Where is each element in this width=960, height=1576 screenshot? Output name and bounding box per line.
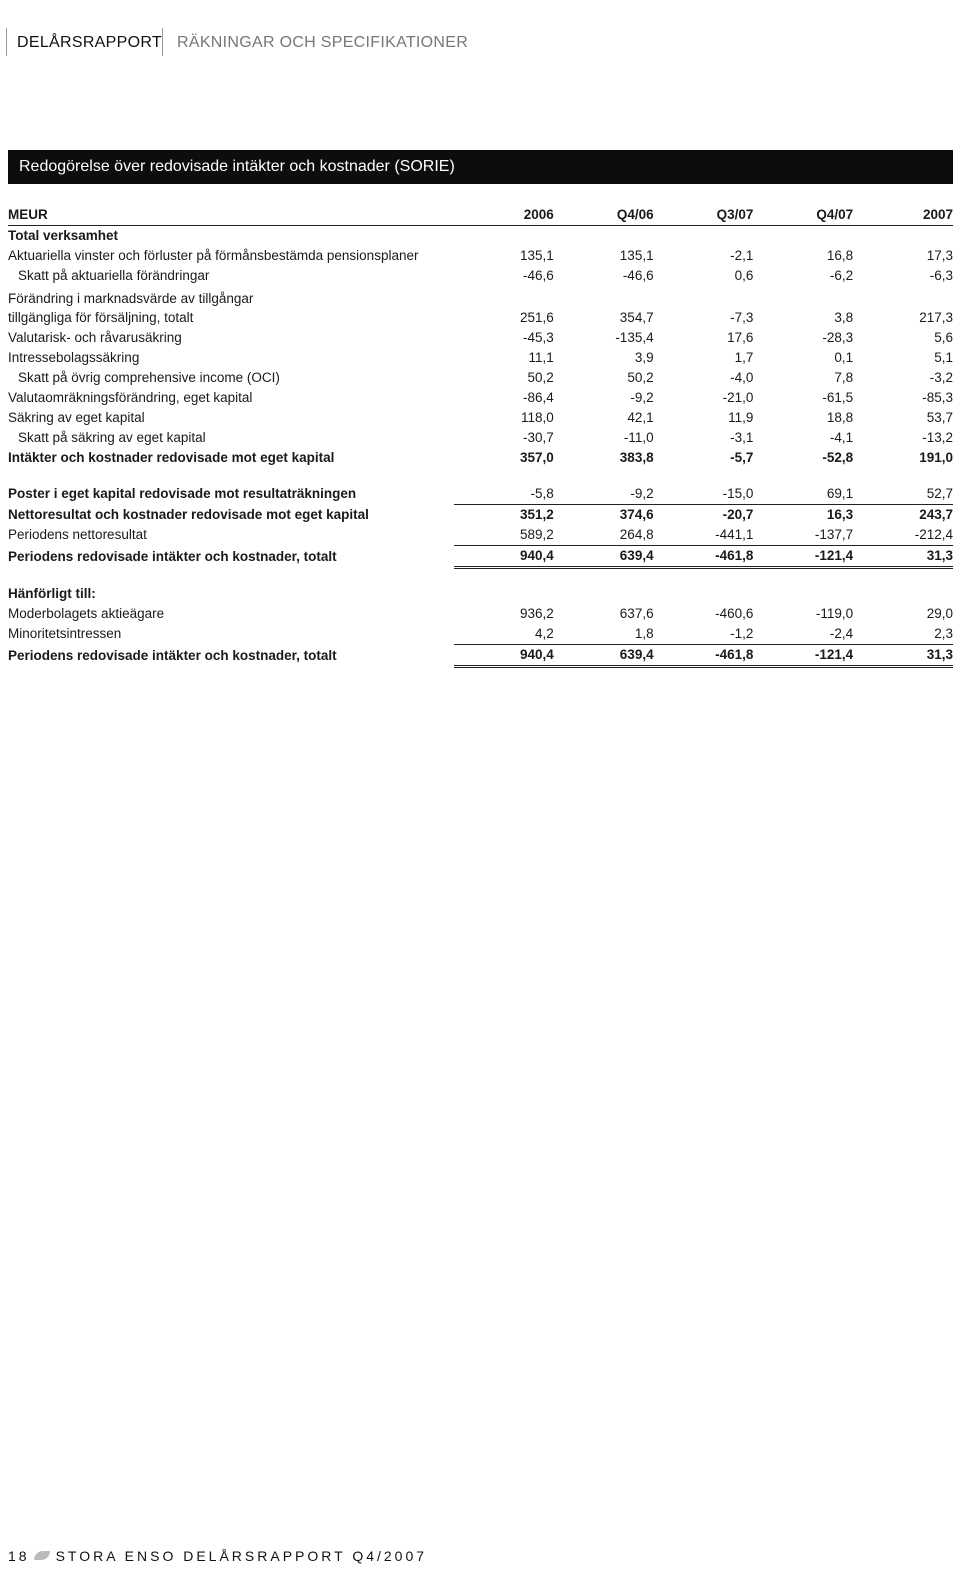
table-row [8, 604, 953, 624]
cell-value [554, 286, 654, 308]
cell-value: -4,0 [730, 370, 754, 385]
cell-value: -13,2 [922, 430, 953, 445]
cell-value: -119,0 [815, 606, 854, 621]
header-report-label: DELÅRSRAPPORT [17, 34, 162, 51]
table-total-row [8, 645, 953, 667]
table-row [8, 246, 953, 266]
cell-value: 69,1 [753, 484, 853, 505]
cell-value: -135,4 [615, 330, 654, 345]
header-divider [6, 28, 7, 56]
cell-value: 3,9 [634, 350, 654, 365]
cell-value: 243,7 [919, 507, 953, 522]
row-label: Nettoresultat och kostnader redovisade mot eget kapital [8, 506, 369, 522]
cell-value: 936,2 [520, 606, 554, 621]
cell-value: -52,8 [822, 450, 854, 465]
cell-value: 354,7 [619, 310, 654, 325]
table-row [8, 428, 953, 448]
cell-value: 31,3 [853, 546, 953, 568]
row-label: tillgängliga för försäljning, totalt [8, 310, 194, 325]
cell-value: 31,3 [853, 645, 953, 667]
row-label: Aktuariella vinster och förluster på förmånsbestämda pensionsplaner [8, 248, 419, 263]
row-label: Poster i eget kapital redovisade mot resultaträkningen [8, 486, 357, 502]
cell-value: -3,2 [929, 370, 953, 385]
leaf-icon [34, 1551, 50, 1560]
table-group-heading [8, 584, 953, 604]
cell-value [454, 286, 554, 308]
cell-value: -3,1 [730, 430, 754, 445]
table-total-row [8, 546, 953, 568]
cell-value: 7,8 [834, 370, 854, 385]
row-label: Intäkter och kostnader redovisade mot eget kapital [8, 450, 335, 465]
page-footer [8, 1548, 427, 1568]
cell-value: -20,7 [722, 507, 754, 522]
cell-value: 11,9 [728, 410, 754, 425]
column-header: 2007 [853, 204, 953, 226]
cell-value: -5,8 [454, 484, 554, 505]
row-label: Hänförligt till: [8, 586, 96, 601]
cell-value: 251,6 [520, 310, 554, 325]
header-divider [162, 28, 163, 56]
cell-value: -212,4 [853, 525, 953, 546]
footer-title: STORA ENSO DELÅRSRAPPORT Q4/2007 [55, 1548, 428, 1564]
cell-value: -9,2 [554, 484, 654, 505]
table-group-heading [8, 226, 953, 247]
cell-value: 118,0 [521, 410, 554, 425]
table-row [8, 388, 953, 408]
cell-value: -461,8 [654, 645, 754, 667]
cell-value: 135,1 [619, 248, 654, 263]
table-row [8, 266, 953, 286]
table-row [8, 624, 953, 645]
cell-value: 0,1 [834, 350, 854, 365]
cell-value: -441,1 [654, 525, 754, 546]
cell-value: 383,8 [619, 450, 654, 465]
cell-value [853, 286, 953, 308]
row-label: Total verksamhet [8, 228, 119, 243]
cell-value: 639,4 [554, 546, 654, 568]
section-title: Redogörelse över redovisade intäkter och kostnader (SORIE) [8, 150, 953, 184]
cell-value: -7,3 [730, 310, 754, 325]
cell-value: 11,1 [528, 350, 554, 365]
cell-value: 29,0 [926, 606, 953, 621]
cell-value: -46,6 [622, 268, 654, 283]
cell-value: -2,1 [730, 248, 754, 263]
cell-value: 16,8 [826, 248, 854, 263]
column-header: Q4/07 [753, 204, 853, 226]
table-row [8, 525, 953, 546]
row-label: Valutaomräkningsförändring, eget kapital [8, 390, 253, 405]
row-label: Skatt på övrig comprehensive income (OCI) [18, 370, 280, 385]
cell-value: 5,6 [934, 330, 953, 345]
cell-value: 351,2 [520, 507, 554, 522]
cell-value: 940,4 [454, 546, 554, 568]
cell-value: -45,3 [523, 330, 554, 345]
cell-value: 17,6 [727, 330, 754, 345]
cell-value: 264,8 [554, 525, 654, 546]
cell-value: -11,0 [623, 430, 654, 445]
cell-value: 16,3 [826, 507, 854, 522]
row-label: Skatt på säkring av eget kapital [18, 430, 206, 445]
cell-value: 18,8 [826, 410, 854, 425]
row-label: Minoritetsintressen [8, 626, 122, 642]
cell-value: 17,3 [926, 248, 953, 263]
table-row [8, 368, 953, 388]
cell-value: 1,7 [734, 350, 754, 365]
row-label: Skatt på aktuariella förändringar [18, 268, 210, 283]
column-header: 2006 [454, 204, 554, 226]
row-label: Moderbolagets aktieägare [8, 606, 165, 621]
cell-value: 191,0 [919, 450, 953, 465]
table-row [8, 286, 953, 308]
table-row [8, 308, 953, 328]
row-label: Valutarisk- och råvarusäkring [8, 330, 182, 345]
cell-value: 5,1 [934, 350, 953, 365]
cell-value: 135,1 [520, 248, 554, 263]
cell-value: 1,8 [554, 624, 654, 645]
cell-value: 3,8 [834, 310, 854, 325]
page-number: 18 [8, 1548, 30, 1564]
cell-value: -30,7 [523, 430, 554, 445]
table-row [8, 484, 953, 505]
cell-value: -4,1 [829, 430, 854, 445]
row-label: Säkring av eget kapital [8, 410, 145, 425]
row-label: Intressebolagssäkring [8, 350, 140, 365]
cell-value: -1,2 [654, 624, 754, 645]
cell-value: 52,7 [853, 484, 953, 505]
cell-value: 637,6 [619, 606, 654, 621]
cell-value: 639,4 [554, 645, 654, 667]
sorie-table-results [8, 484, 953, 569]
cell-value: -5,7 [730, 450, 754, 465]
cell-value: -460,6 [715, 606, 754, 621]
cell-value: -15,0 [654, 484, 754, 505]
cell-value: 53,7 [926, 410, 953, 425]
cell-value: -6,3 [929, 268, 953, 283]
cell-value: -137,7 [753, 525, 853, 546]
cell-value: -46,6 [523, 268, 554, 283]
row-label: Periodens nettoresultat [8, 527, 147, 543]
column-header: Q3/07 [654, 204, 754, 226]
table-total-row [8, 448, 953, 468]
cell-value: 940,4 [454, 645, 554, 667]
sorie-table-main [8, 204, 953, 468]
cell-value: -121,4 [753, 546, 853, 568]
table-header-row [8, 204, 953, 226]
cell-value: 374,6 [619, 507, 654, 522]
row-label: Periodens redovisade intäkter och kostnader, totalt [8, 548, 337, 564]
cell-value: -86,4 [523, 390, 554, 405]
cell-value [753, 286, 853, 308]
column-header: Q4/06 [554, 204, 654, 226]
table-row [8, 408, 953, 428]
cell-value: 2,3 [853, 624, 953, 645]
cell-value: 0,6 [734, 268, 754, 283]
cell-value: 50,2 [527, 370, 554, 385]
table-row [8, 328, 953, 348]
cell-value: 217,3 [919, 310, 953, 325]
cell-value: -61,5 [822, 390, 854, 405]
header-section-label: RÄKNINGAR OCH SPECIFIKATIONER [177, 34, 469, 51]
cell-value [654, 286, 754, 308]
cell-value: -2,4 [753, 624, 853, 645]
row-label: Periodens redovisade intäkter och kostnader, totalt [8, 647, 337, 663]
cell-value: -21,0 [722, 390, 754, 405]
row-label: Förändring i marknadsvärde av tillgångar [8, 291, 254, 306]
table-row [8, 348, 953, 368]
cell-value: -121,4 [753, 645, 853, 667]
sorie-table-attribution [8, 584, 953, 668]
page-header [0, 0, 960, 60]
cell-value: 589,2 [454, 525, 554, 546]
table-row [8, 505, 953, 526]
column-header: MEUR [8, 204, 454, 226]
cell-value: -461,8 [654, 546, 754, 568]
cell-value: -28,3 [822, 330, 854, 345]
cell-value: -9,2 [630, 390, 654, 405]
cell-value: 50,2 [627, 370, 654, 385]
cell-value: 357,0 [520, 450, 554, 465]
cell-value: -85,3 [922, 390, 953, 405]
cell-value: 4,2 [454, 624, 554, 645]
cell-value: 42,1 [627, 410, 654, 425]
cell-value: -6,2 [829, 268, 854, 283]
